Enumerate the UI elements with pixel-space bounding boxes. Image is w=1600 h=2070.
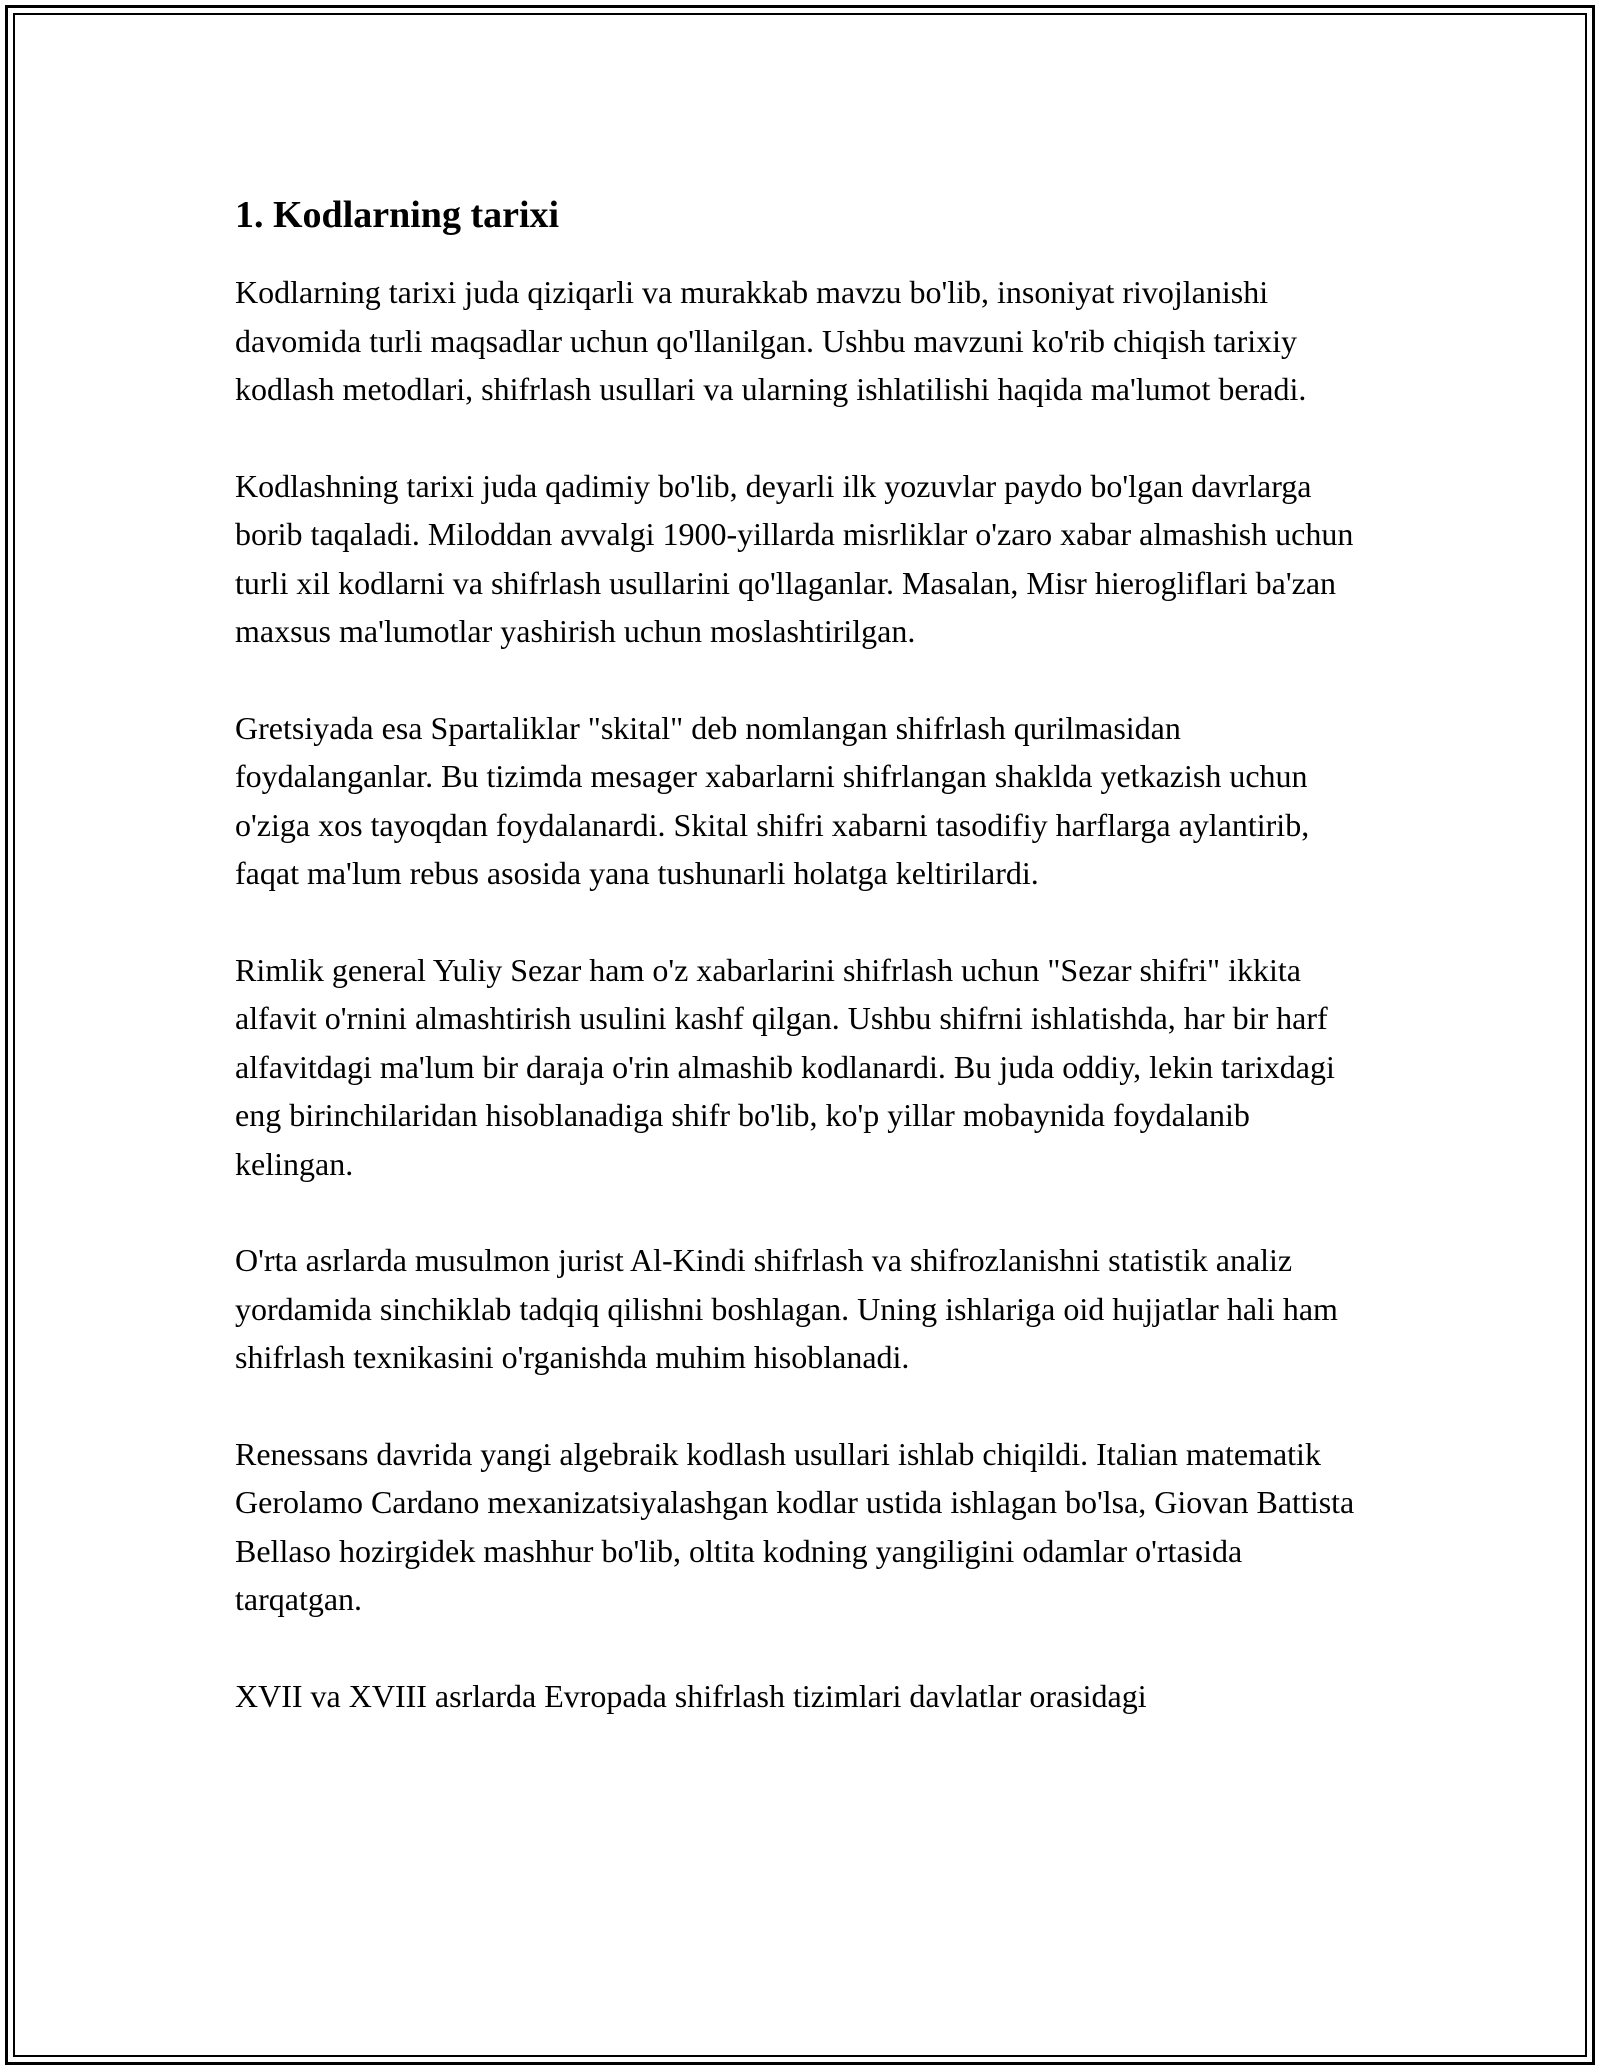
paragraph-17-18-century: XVII va XVIII asrlarda Evropada shifrlash tizimlari davlatlar orasidagi [235, 1677, 1147, 1714]
paragraph-intro: Kodlarning tarixi juda qiziqarli va murakkab mavzu bo'lib, insoniyat rivojlanishi davomida turli maqsadlar uchun qo'llanilgan. Ushbu mavzuni ko'rib chiqish tarixiy kodlash metodlari, shifrlash usullari va ularning ishlatilishi haqida ma'lumot beradi. [235, 274, 1307, 407]
paragraph-renaissance: Renessans davrida yangi algebraik kodlash usullari ishlab chiqildi. Italian matematik Gerolamo Cardano mexanizatsiyalashgan kodlar ustida ishlagan bo'lsa, Giovan Battista Bellaso hozirgidek mashhur bo'lib, oltita kodning yangiligini odamlar o'rtasida tarqatgan. [235, 1435, 1355, 1617]
paragraph-sparta: Gretsiyada esa Spartaliklar "skital" deb nomlangan shifrlash qurilmasidan foydalanganlar. Bu tizimda mesager xabarlarni shifrlangan shaklda yetkazish uchun o'ziga xos tayoqdan foydalanardi. Skital shifri xabarni tasodifiy harflarga aylantirib, faqat ma'lum rebus asosida yana tushunarli holatga keltirilardi. [235, 709, 1310, 891]
document-body [235, 188, 1370, 1768]
paragraph-caesar: Rimlik general Yuliy Sezar ham o'z xabarlarini shifrlash uchun "Sezar shifri" ikkita alfavit o'rnini almashtirish usulini kashf qilgan. Ushbu shifrni ishlatishda, har bir harf alfavitdagi ma'lum bir daraja o'rin almashib kodlanardi. Bu juda oddiy, lekin tarixdagi eng birinchilaridan hisoblanadiga shifr bo'lib, ko'p yillar mobaynida foydalanib kelingan. [235, 951, 1335, 1182]
section-heading: 1. Kodlarning tarixi [235, 194, 560, 236]
paragraph-al-kindi: O'rta asrlarda musulmon jurist Al-Kindi shifrlash va shifrozlanishni statistik analiz yordamida sinchiklab tadqiq qilishni boshlagan. Uning ishlariga oid hujjatlar hali ham shifrlash texnikasini o'rganishda muhim hisoblanadi. [235, 1242, 1338, 1375]
paragraph-egypt: Kodlashning tarixi juda qadimiy bo'lib, deyarli ilk yozuvlar paydo bo'lgan davrlarga borib taqaladi. Miloddan avvalgi 1900-yillarda misrliklar o'zaro xabar almashish uchun turli xil kodlarni va shifrlash usullarini qo'llaganlar. Masalan, Misr hierogliflari ba'zan maxsus ma'lumotlar yashirish uchun moslashtirilgan. [235, 467, 1354, 649]
